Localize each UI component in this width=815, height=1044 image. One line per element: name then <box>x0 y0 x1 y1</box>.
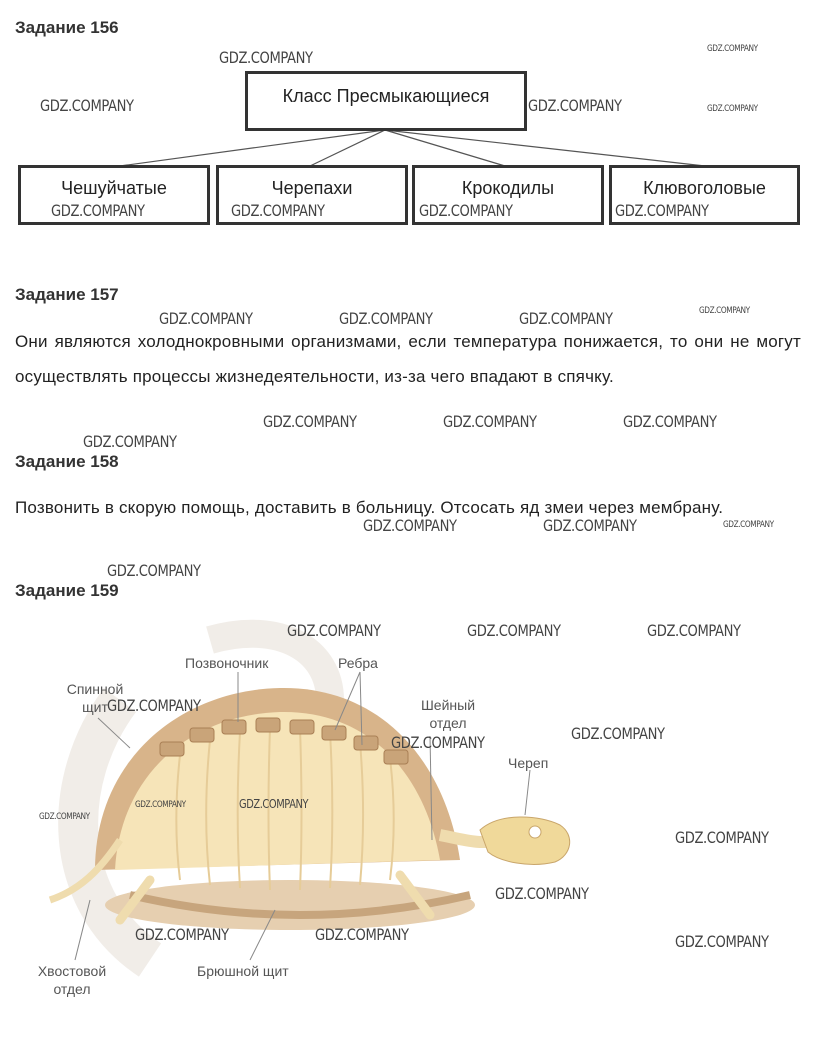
watermark: GDZ.COMPANY <box>219 48 313 67</box>
label-belly-shield: Брюшной щит <box>197 963 289 979</box>
watermark: GDZ.COMPANY <box>615 201 709 220</box>
child-label-2: Черепахи <box>271 178 353 198</box>
watermark: GDZ.COMPANY <box>391 733 485 752</box>
watermark: GDZ.COMPANY <box>107 561 201 580</box>
label-dorsal-shield: Спинной щит <box>66 681 124 715</box>
watermark: GDZ.COMPANY <box>571 724 665 743</box>
task-156-heading: Задание 156 <box>15 18 119 37</box>
watermark: GDZ.COMPANY <box>707 44 758 54</box>
watermark: GDZ.COMPANY <box>675 932 769 951</box>
watermark: GDZ.COMPANY <box>623 412 717 431</box>
watermark: GDZ.COMPANY <box>40 96 134 115</box>
label-spine: Позвоночник <box>185 655 269 671</box>
task-157-heading: Задание 157 <box>15 285 119 304</box>
task-159-heading: Задание 159 <box>15 581 119 600</box>
watermark: GDZ.COMPANY <box>83 432 177 451</box>
watermark: GDZ.COMPANY <box>135 800 186 810</box>
label-tail: Хвостовой отдел <box>37 963 107 997</box>
watermark: GDZ.COMPANY <box>231 201 325 220</box>
watermark: GDZ.COMPANY <box>315 925 409 944</box>
watermark: GDZ.COMPANY <box>528 96 622 115</box>
watermark: GDZ.COMPANY <box>239 797 309 811</box>
task-158-heading: Задание 158 <box>15 452 119 471</box>
watermark: GDZ.COMPANY <box>263 412 357 431</box>
watermark: GDZ.COMPANY <box>419 201 513 220</box>
watermark: GDZ.COMPANY <box>107 696 201 715</box>
label-neck: Шейный отдел <box>420 697 476 731</box>
watermark: GDZ.COMPANY <box>287 621 381 640</box>
watermark: GDZ.COMPANY <box>159 309 253 328</box>
watermark: GDZ.COMPANY <box>51 201 145 220</box>
watermark: GDZ.COMPANY <box>519 309 613 328</box>
child-label-4: Клювоголовые <box>643 178 766 198</box>
watermark: GDZ.COMPANY <box>543 516 637 535</box>
watermark: GDZ.COMPANY <box>135 925 229 944</box>
watermark: GDZ.COMPANY <box>723 520 774 530</box>
task-157-answer: Они являются холоднокровными организмами, если температура понижается, то они не могут осуществлять процессы жизнедеятельности, из-за чего впадают в спячку. <box>15 332 801 386</box>
label-ribs: Ребра <box>338 655 378 671</box>
label-skull: Череп <box>508 755 549 771</box>
watermark: GDZ.COMPANY <box>39 812 90 822</box>
child-label-1: Чешуйчатые <box>61 178 167 198</box>
watermark: GDZ.COMPANY <box>675 828 769 847</box>
watermark: GDZ.COMPANY <box>647 621 741 640</box>
watermark: GDZ.COMPANY <box>363 516 457 535</box>
watermark: GDZ.COMPANY <box>495 884 589 903</box>
watermark: GDZ.COMPANY <box>467 621 561 640</box>
child-label-3: Крокодилы <box>461 178 555 198</box>
watermark: GDZ.COMPANY <box>443 412 537 431</box>
root-class-label: Класс Пресмыкающиеся <box>282 86 490 106</box>
task-158-answer: Позвонить в скорую помощь, доставить в больницу. Отсосать яд змеи через мембрану. <box>15 498 724 517</box>
watermark: GDZ.COMPANY <box>339 309 433 328</box>
watermark: GDZ.COMPANY <box>699 306 750 316</box>
watermark: GDZ.COMPANY <box>707 104 758 114</box>
